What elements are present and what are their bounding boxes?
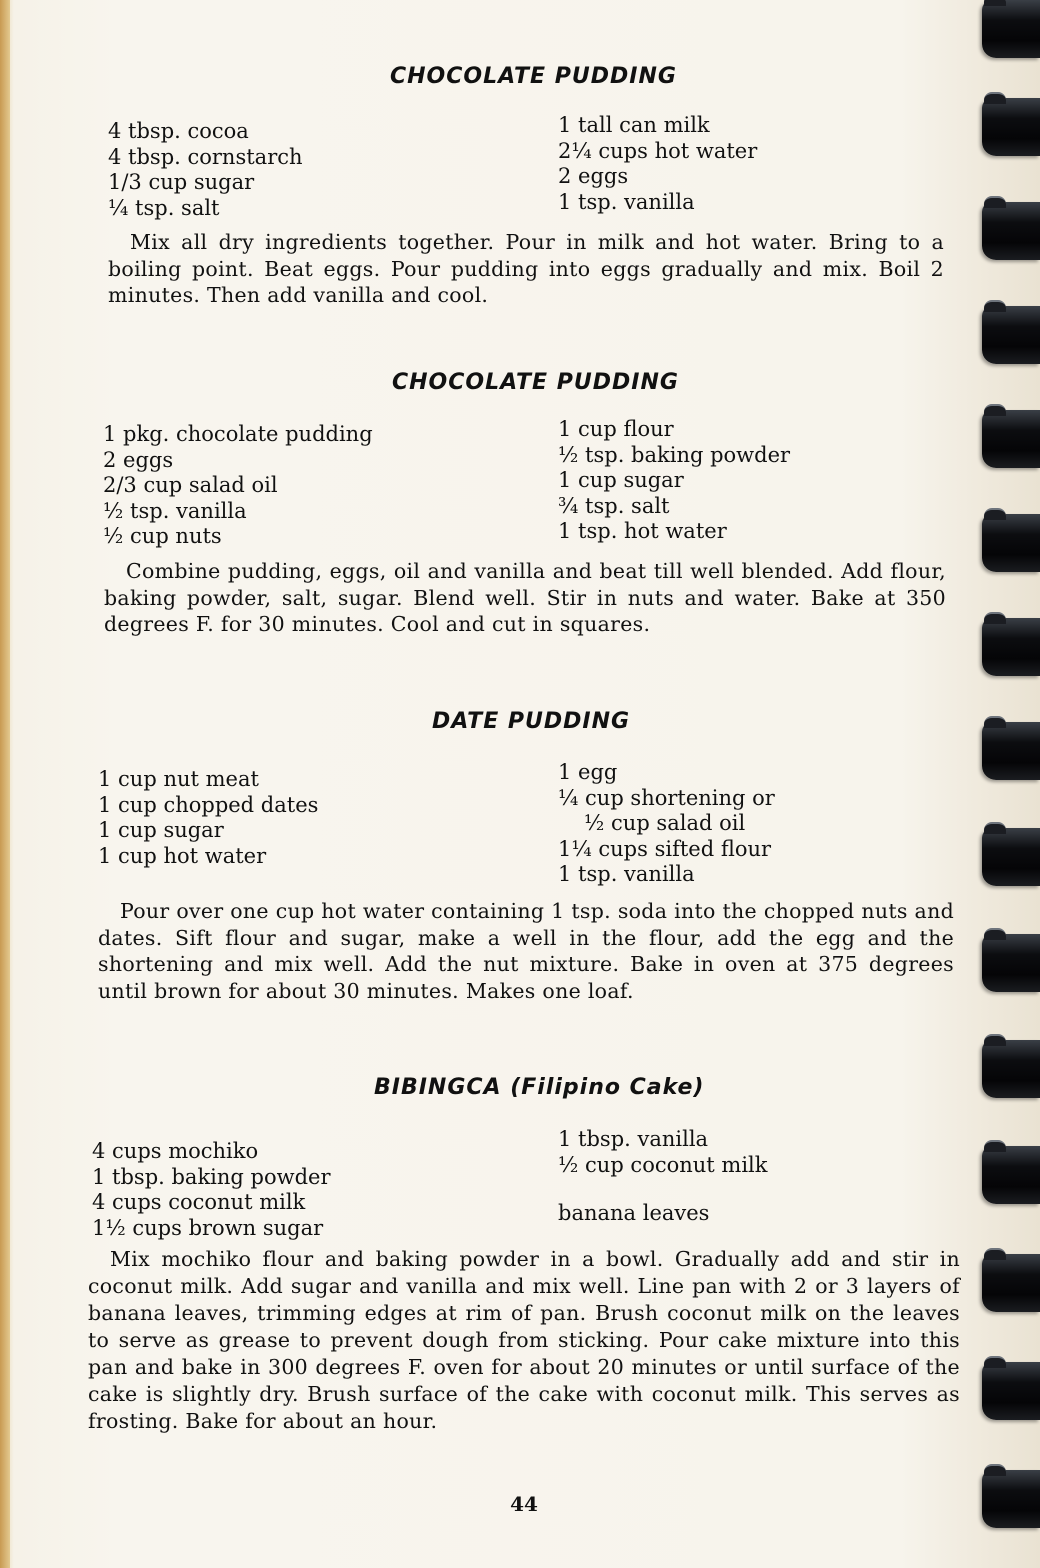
ingredient-item: 4 tbsp. cornstarch [108, 144, 303, 169]
ingredient-item: 4 cups coconut milk [92, 1190, 306, 1214]
ingredient-item: 1½ cups brown sugar [92, 1215, 324, 1240]
recipe-directions: Pour over one cup hot water containing 1 tsp. soda into the chopped nuts and dates. Sift flour and sugar, make a well in the flour, add the egg and the shortening and mix well. Add the nut mixture. Bake in oven at 375 degrees until brown for about 30 minutes. Makes one loaf. [98, 899, 954, 1003]
ingredient-item: ½ tsp. vanilla [103, 498, 247, 523]
ingredient-item: 1 cup chopped dates [98, 792, 319, 817]
binding-coil [982, 722, 1040, 780]
ingredient-item: 1 egg [558, 760, 618, 784]
ingredient-item: 1 tbsp. vanilla [558, 1127, 709, 1151]
ingredients-right [558, 1127, 767, 1227]
ingredient-item: ½ tsp. baking powder [558, 442, 791, 467]
ingredient-item: ¾ tsp. salt [558, 493, 670, 518]
ingredient-item: 2 eggs [558, 164, 629, 188]
ingredient-item: 1 pkg. chocolate pudding [103, 422, 373, 446]
binding-coil [982, 98, 1040, 156]
ingredient-item: 2¼ cups hot water [558, 138, 758, 163]
ingredient-item: 1 tall can milk [558, 113, 710, 137]
ingredient-item: 4 tbsp. cocoa [108, 119, 249, 143]
ingredients-left [108, 119, 303, 221]
binding-coil [982, 1146, 1040, 1204]
binding-coil [982, 202, 1040, 260]
ingredients-left [98, 767, 318, 869]
ingredient-item: 1 cup sugar [98, 818, 224, 842]
ingredient-item: 1 tsp. vanilla [558, 862, 695, 886]
ingredient-item: 1 cup nut meat [98, 767, 259, 791]
binding-coil [982, 306, 1040, 364]
recipe-title: CHOCOLATE PUDDING [390, 64, 677, 89]
ingredients-right [558, 760, 775, 888]
ingredients-right [558, 113, 757, 215]
ingredient-item: ¼ cup shortening or [558, 785, 775, 810]
recipe-title: CHOCOLATE PUDDING [392, 370, 679, 395]
ingredient-item: ½ cup nuts [103, 524, 222, 548]
binding-coil [982, 828, 1040, 886]
ingredient-item: ¼ tsp. salt [108, 195, 220, 220]
ingredient-item: 1 cup flour [558, 417, 674, 441]
binding-coil [982, 1362, 1040, 1420]
ingredient-item: 1 tbsp. baking powder [92, 1164, 331, 1189]
ingredient-item: banana leaves [558, 1201, 710, 1225]
binding-coil [982, 0, 1040, 58]
ingredient-item: 1 cup sugar [558, 468, 684, 492]
binding-coil [982, 1470, 1040, 1528]
recipe-title: BIBINGCA (Filipino Cake) [374, 1075, 705, 1100]
binding-coil [982, 514, 1040, 572]
spiral-binding [980, 0, 1040, 1568]
binding-coil [982, 410, 1040, 468]
recipe-directions: Mix all dry ingredients together. Pour in milk and hot water. Bring to a boiling point. Beat eggs. Pour pudding into eggs gradually and mix. Boil 2 minutes. Then add vanilla and cool. [108, 230, 944, 307]
page-edge [0, 0, 10, 1568]
ingredient-item: 1 tsp. hot water [558, 519, 727, 543]
ingredient-item: ½ cup salad oil [584, 811, 746, 835]
binding-coil [982, 1040, 1040, 1098]
binding-coil [982, 934, 1040, 992]
ingredient-item: 2/3 cup salad oil [103, 473, 278, 497]
recipe-title: DATE PUDDING [432, 709, 631, 734]
ingredients-right [558, 417, 790, 545]
ingredient-item: 1¼ cups sifted flour [558, 836, 772, 861]
ingredient-item: 4 cups mochiko [92, 1139, 259, 1163]
binding-coil [982, 618, 1040, 676]
ingredient-item: 2 eggs [103, 447, 174, 472]
page-number: 44 [510, 1492, 538, 1516]
ingredients-left [92, 1139, 331, 1241]
ingredient-item: 1 cup hot water [98, 843, 267, 868]
ingredient-item: ½ cup coconut milk [558, 1152, 768, 1177]
recipe-directions: Mix mochiko flour and baking powder in a bowl. Gradually add and stir in coconut milk. Add sugar and vanilla and mix well. Line pan with 2 or 3 layers of banana leaves, trimming edges at rim of pan. Brush coconut milk on the leaves to serve as grease to prevent dough from sticking. Pour cake mixture into this pan and bake in 300 degrees F. oven for about 20 minutes or until surface of the cake is slightly dry. Brush surface of the cake with coconut milk. This serves as frosting. Bake for about an hour. [88, 1247, 960, 1433]
ingredients-left [103, 422, 373, 550]
ingredient-item: 1 tsp. vanilla [558, 189, 695, 214]
recipe-directions: Combine pudding, eggs, oil and vanilla and beat till well blended. Add flour, baking powder, salt, sugar. Blend well. Stir in nuts and water. Bake at 350 degrees F. for 30 minutes. Cool and cut in squares. [104, 559, 946, 636]
binding-coil [982, 1254, 1040, 1312]
ingredient-item: 1/3 cup sugar [108, 170, 255, 194]
